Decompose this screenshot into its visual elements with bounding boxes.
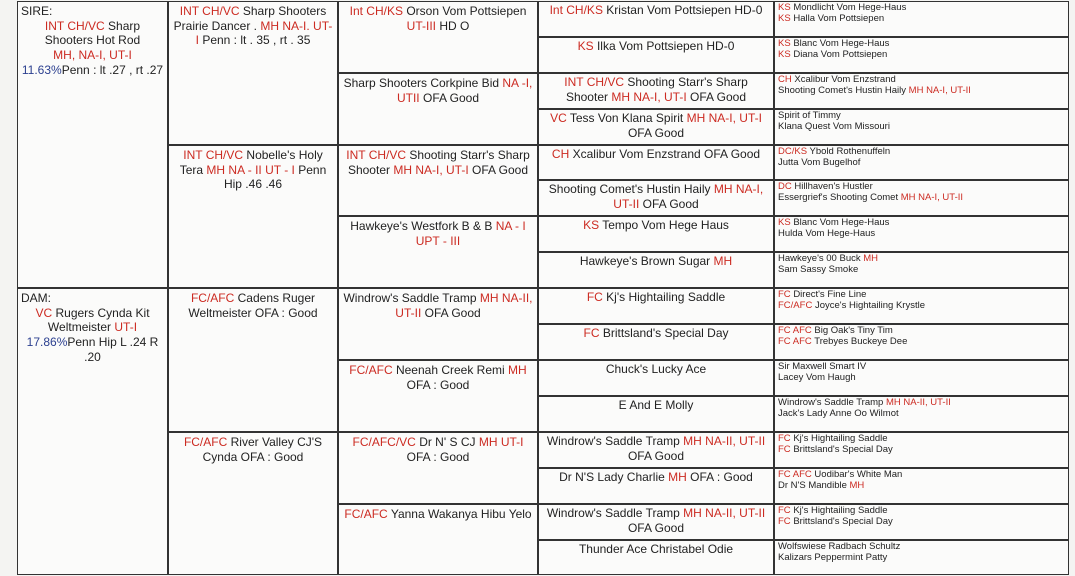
sire-label: SIRE: <box>21 4 53 18</box>
dog-titles: MH <box>508 363 527 377</box>
gen5-line <box>778 86 1065 97</box>
dog-title: Int CH/KS <box>549 3 603 17</box>
dog-name: Big Oak's Tiny Tim <box>814 325 893 336</box>
dog-title: INT CH/VC <box>183 148 244 162</box>
gen5-cell <box>774 288 1069 324</box>
dog-name: Jutta Vom Bugelhof <box>778 156 861 168</box>
dog-name: Ilka Vom Pottsiepen <box>596 39 704 53</box>
dog-titles: MH NA-I, UT-II <box>613 182 764 211</box>
great-grandparent-cell <box>338 145 538 216</box>
dog-title: CH <box>778 74 792 85</box>
dog-name: Kalizars Peppermint Patty <box>778 551 888 563</box>
great-grandparent-cell <box>338 73 538 145</box>
dog-title: VC <box>550 111 567 125</box>
gen5-line <box>778 301 1065 312</box>
dog-title: KS <box>778 2 791 13</box>
dam-name-a: Rugers Cynda Kit <box>55 305 150 320</box>
dog-titles: MH NA-I, UT-I <box>611 90 687 104</box>
dog-name: Sharp Shooters Corkpine Bid <box>343 76 500 90</box>
dog-titles: NA -I, UTII <box>396 76 533 105</box>
dam-cell <box>17 288 168 575</box>
dog-health: OFA Good <box>472 162 529 177</box>
dog-name: Kristan Vom Pottsiepen <box>606 3 732 17</box>
dog-name: Brittsland's Special Day <box>793 443 893 455</box>
dog-name: E And E Molly <box>618 398 694 412</box>
dog-name: Hawkeye's 00 Buck <box>778 253 861 264</box>
dog-title: FC <box>778 289 791 300</box>
dog-titles: MH <box>713 254 733 268</box>
gen5-line <box>778 265 1065 276</box>
dog-title: FC AFC <box>778 325 812 336</box>
gen5-line <box>778 409 1065 420</box>
dog-name: Dr N'S Mandible <box>778 479 847 491</box>
dog-name: Chuck's Lucky Ace <box>605 362 707 376</box>
dog-name: Dr N'S Lady Charlie <box>559 470 665 484</box>
dog-titles: MH NA - II UT - I <box>206 162 295 177</box>
dog-health: HD O <box>439 18 470 33</box>
dog-name: Hawkeye's Westfork B & B <box>350 219 493 233</box>
dog-name: Orson Vom Pottsiepen <box>406 4 527 18</box>
dog-title: FC <box>583 326 600 340</box>
great-grandparent-cell <box>338 1 538 73</box>
dog-title: FC AFC <box>778 335 812 347</box>
dog-titles: MH NA-II, UT-II <box>395 291 533 320</box>
dog-titles: MH <box>849 479 865 491</box>
dog-name: Windrow's Saddle Tramp <box>778 397 884 408</box>
dog-titles: MH NA-I, UT-I <box>393 162 469 177</box>
dog-health: HD-0 <box>706 39 735 53</box>
gen4-cell <box>538 396 774 432</box>
gen4-cell <box>538 109 774 145</box>
dog-health: OFA : Good <box>406 449 470 464</box>
gen5-line <box>778 193 1065 204</box>
dog-health: OFA : Good <box>254 305 318 320</box>
dog-name: Neenah Creek Remi <box>395 363 505 377</box>
dog-name: Shooting Starr's Sharp Shooter <box>565 75 748 104</box>
dog-title: FC <box>778 443 791 455</box>
gen5-cell <box>774 324 1069 360</box>
dog-health: OFA : Good <box>690 470 753 484</box>
great-grandparent-cell <box>338 288 538 360</box>
dog-name: Tempo Vom Hege Haus <box>602 218 729 232</box>
dog-name: Xcalibur Vom Enzstrand <box>794 74 896 85</box>
dog-name: Wolfswiese Radbach Schultz <box>778 541 901 552</box>
gen5-line <box>778 445 1065 456</box>
gen5-cell <box>774 504 1069 540</box>
dog-title: FC <box>778 505 791 516</box>
dog-title: DC <box>778 181 792 192</box>
dog-name: Sharp Shooters Prairie Dancer . <box>173 4 327 33</box>
gen4-cell <box>538 504 774 540</box>
gen4-cell <box>538 180 774 216</box>
dog-name: Halla Vom Pottsiepen <box>793 12 885 24</box>
dog-name: Brittsland's Special Day <box>602 326 729 340</box>
dog-title: FC AFC <box>778 469 812 480</box>
dog-titles: MH <box>863 253 879 264</box>
dam-label: DAM: <box>21 291 51 305</box>
dog-titles: NA - I UPT - III <box>415 219 526 248</box>
dog-name: Diana Vom Pottsiepen <box>793 48 888 60</box>
dog-health: OFA Good <box>422 90 480 105</box>
grandparent-cell <box>168 1 338 145</box>
dog-name: Essergrief's Shooting Comet <box>778 191 899 203</box>
dog-name: River Valley CJ'S Cynda <box>202 435 323 464</box>
gen5-cell <box>774 145 1069 180</box>
dog-health: OFA Good <box>627 449 685 463</box>
dog-health: OFA Good <box>704 147 761 161</box>
dog-health: OFA Good <box>690 90 747 104</box>
gen5-cell <box>774 1 1069 37</box>
dog-health: Penn Hip .46 .46 <box>223 162 327 192</box>
dog-name: Cadens Ruger Weltmeister <box>188 291 316 320</box>
sire-percent: 11.63% <box>21 62 62 77</box>
gen5-cell <box>774 73 1069 109</box>
dog-name: Shooting Starr's Sharp Shooter <box>347 148 530 177</box>
dog-name: Windrow's Saddle Tramp <box>546 434 680 448</box>
gen5-cell <box>774 540 1069 575</box>
gen4-cell <box>538 288 774 324</box>
dog-title: FC <box>778 515 791 527</box>
grandparent-cell <box>168 288 338 432</box>
gen5-line <box>778 122 1065 133</box>
dog-title: FC <box>586 290 603 304</box>
gen4-cell <box>538 360 774 396</box>
gen5-cell <box>774 109 1069 145</box>
dog-titles: MH NA-II, UT-II <box>683 434 766 448</box>
dog-health: OFA Good <box>424 305 481 320</box>
dog-health: OFA Good <box>627 126 685 140</box>
dog-titles: MH NA-I. UT-I <box>195 18 333 48</box>
dog-title: INT CH/VC <box>346 148 407 162</box>
gen4-cell <box>538 432 774 468</box>
gen4-cell <box>538 37 774 73</box>
dog-name: Direct's Fine Line <box>793 289 867 300</box>
gen4-cell <box>538 468 774 504</box>
gen4-cell <box>538 216 774 252</box>
gen5-line <box>778 373 1065 384</box>
dog-name: Hillhaven's Hustler <box>794 181 873 192</box>
dog-health: OFA : Good <box>240 449 304 464</box>
dog-titles: MH NA-II, UT-II <box>885 397 951 408</box>
gen5-cell <box>774 180 1069 216</box>
dog-titles: MH <box>668 470 687 484</box>
dog-name: Tess Von Klana Spirit <box>569 111 684 125</box>
dog-name: Hulda Vom Hege-Haus <box>778 227 876 239</box>
great-grandparent-cell <box>338 216 538 288</box>
dog-title: FC/AFC <box>778 299 813 311</box>
dog-name: Kj's Hightailing Saddle <box>606 290 726 304</box>
gen5-line <box>778 337 1065 348</box>
gen5-line <box>778 14 1065 25</box>
dog-name: Jack's Lady Anne Oo Wilmot <box>778 407 899 419</box>
gen5-line <box>778 158 1065 169</box>
sire-name-a: Sharp <box>108 18 141 33</box>
dog-title: KS <box>778 12 791 24</box>
dog-name: Mondlicht Vom Hege-Haus <box>793 2 907 13</box>
dam-hips: Penn Hip L .24 R .20 <box>67 334 159 364</box>
dog-name: Ybold Rothenuffeln <box>809 146 891 157</box>
dog-titles: MH NA-I, UT-II <box>900 191 964 203</box>
dog-title: FC/AFC <box>349 363 393 377</box>
dog-name: Blanc Vom Hege-Haus <box>793 38 890 49</box>
dog-title: KS <box>778 217 791 228</box>
sire-name-b: Shooters Hot Rod <box>44 33 141 48</box>
gen5-cell <box>774 432 1069 468</box>
gen4-cell <box>538 324 774 360</box>
gen4-cell <box>538 145 774 180</box>
dog-name: Trebyes Buckeye Dee <box>814 335 908 347</box>
great-grandparent-cell <box>338 360 538 432</box>
dog-title: FC/AFC <box>190 291 235 305</box>
gen5-line <box>778 553 1065 564</box>
dog-title: INT CH/VC <box>564 75 625 89</box>
dog-name: Klana Quest Vom Missouri <box>778 120 890 132</box>
dog-name: Brittsland's Special Day <box>793 515 893 527</box>
dog-title: KS <box>577 39 594 53</box>
dog-name: Hawkeye's Brown Sugar <box>579 254 711 268</box>
dog-title: FC/AFC <box>344 507 388 521</box>
gen4-cell <box>538 252 774 288</box>
dog-health: OFA Good <box>642 197 699 211</box>
dog-title: CH <box>551 147 570 161</box>
great-grandparent-cell <box>338 432 538 504</box>
dog-title: DC/KS <box>778 146 808 157</box>
dog-title: FC/AFC <box>183 435 228 449</box>
dog-title: KS <box>778 38 791 49</box>
dog-name: Spirit of Timmy <box>778 110 841 121</box>
gen5-cell <box>774 468 1069 504</box>
dog-name: Blanc Vom Hege-Haus <box>793 217 890 228</box>
gen5-line <box>778 481 1065 492</box>
dam-title: VC <box>35 305 53 320</box>
sire-cell <box>17 1 168 288</box>
dog-name: Xcalibur Vom Enzstrand <box>572 147 701 161</box>
dog-title: INT CH/VC <box>179 4 240 18</box>
grandparent-cell <box>168 432 338 575</box>
sire-hips: Penn : lt .27 , rt .27 <box>61 62 164 77</box>
dog-health: HD-0 <box>734 3 763 17</box>
dog-title: FC <box>778 433 791 444</box>
gen5-line <box>778 517 1065 528</box>
sire-titles: MH, NA-I, UT-I <box>53 47 132 62</box>
dam-percent: 17.86% <box>26 334 68 349</box>
dog-health: OFA : Good <box>406 377 470 392</box>
dog-health: OFA Good <box>627 521 685 535</box>
dog-title: FC/AFC/VC <box>352 435 416 449</box>
gen5-cell <box>774 252 1069 288</box>
dam-titles: UT-I <box>114 320 138 335</box>
gen5-line <box>778 50 1065 61</box>
gen4-cell <box>538 540 774 575</box>
dog-title: Int CH/KS <box>349 4 403 18</box>
dog-title: KS <box>778 48 791 60</box>
gen4-cell <box>538 1 774 37</box>
dog-name: Uodibar's White Man <box>814 469 903 480</box>
dog-name: Lacey Vom Haugh <box>778 371 856 383</box>
dog-health: Penn : lt . 35 , rt . 35 <box>202 33 311 48</box>
dog-name: Kj's Hightailing Saddle <box>793 433 888 444</box>
dog-name: Shooting Comet's Hustin Haily <box>548 182 711 196</box>
dog-titles: MH UT-I <box>478 435 524 449</box>
dog-name: Sir Maxwell Smart IV <box>778 361 867 372</box>
dam-name-b: Weltmeister <box>47 320 112 335</box>
dog-name: Kj's Hightailing Saddle <box>793 505 888 516</box>
dog-titles: UT-III <box>406 18 436 33</box>
dog-name: Dr N' S CJ <box>419 435 476 449</box>
dog-title: KS <box>583 218 600 232</box>
dog-name: Windrow's Saddle Tramp <box>343 291 477 305</box>
dog-name: Thunder Ace Christabel Odie <box>578 542 734 556</box>
gen4-cell <box>538 73 774 109</box>
dog-name: Joyce's Hightailing Krystle <box>814 299 926 311</box>
dog-name: Yanna Wakanya Hibu Yelo <box>390 507 532 521</box>
sire-title: INT CH/VC <box>44 18 105 33</box>
dog-name: Windrow's Saddle Tramp <box>546 506 680 520</box>
dog-titles: MH NA-I, UT-II <box>908 84 971 96</box>
dog-name: Nobelle's Holy Tera <box>179 148 323 177</box>
gen5-cell <box>774 360 1069 396</box>
great-grandparent-cell <box>338 504 538 575</box>
gen5-cell <box>774 37 1069 73</box>
gen5-cell <box>774 396 1069 432</box>
gen5-line <box>778 229 1065 240</box>
dog-name: Sam Sassy Smoke <box>778 263 859 275</box>
grandparent-cell <box>168 145 338 288</box>
gen5-cell <box>774 216 1069 252</box>
dog-titles: MH NA-II, UT-II <box>683 506 766 520</box>
dog-titles: MH NA-I, UT-I <box>686 111 762 125</box>
dog-name: Shooting Comet's Hustin Haily <box>778 84 907 96</box>
